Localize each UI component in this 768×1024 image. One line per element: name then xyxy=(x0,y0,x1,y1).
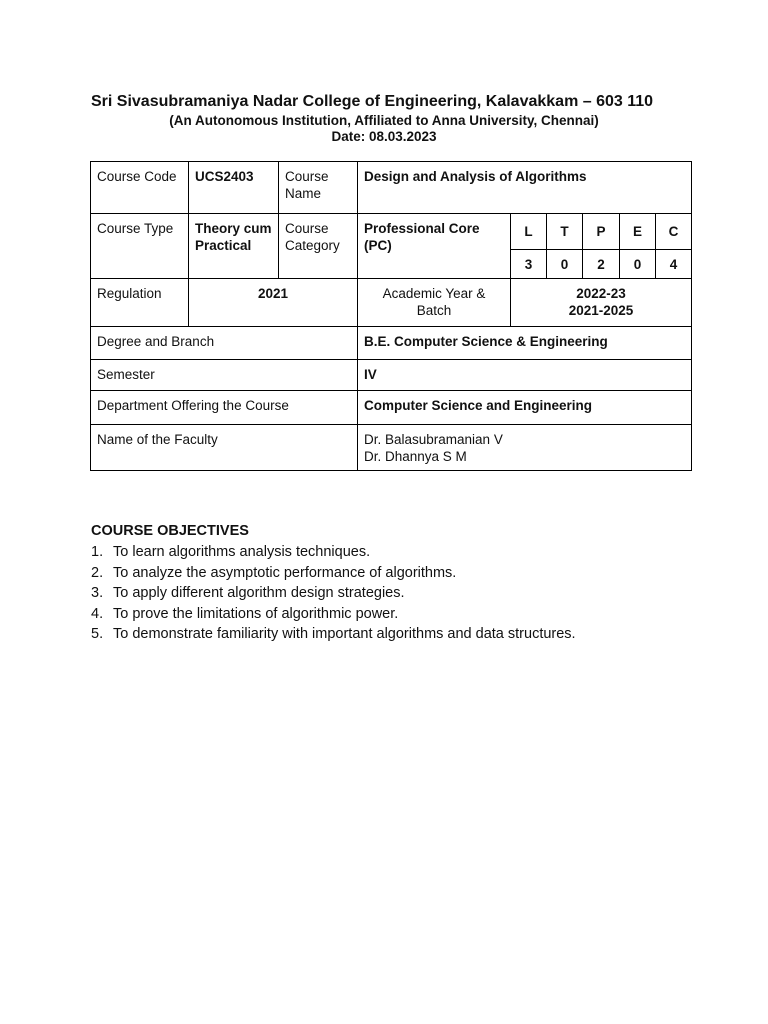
ltpec-header-p: P xyxy=(583,214,620,250)
faculty-name: Dr. Dhannya S M xyxy=(364,449,467,464)
list-item-text: To analyze the asymptotic performance of algorithms. xyxy=(113,564,457,581)
faculty-name: Dr. Balasubramanian V xyxy=(364,432,503,447)
list-item-text: To prove the limitations of algorithmic power. xyxy=(113,605,399,622)
list-item-number: 5. xyxy=(91,626,104,642)
course-category-label xyxy=(279,214,358,279)
semester-label: Semester xyxy=(91,360,358,391)
regulation: 2021 xyxy=(189,279,358,327)
semester: IV xyxy=(358,360,692,391)
course-name-label xyxy=(279,162,358,214)
table-row xyxy=(91,279,692,327)
academic-year: 2022-23 xyxy=(576,286,626,301)
objectives-title: COURSE OBJECTIVES xyxy=(91,523,249,539)
list-item-number: 1. xyxy=(91,544,104,560)
list-item xyxy=(91,604,711,625)
ltpec-value-l: 3 xyxy=(511,250,547,279)
college-subtitle: (An Autonomous Institution, Affiliated to Anna University, Chennai) xyxy=(169,113,599,128)
table-row xyxy=(91,360,692,391)
course-objectives xyxy=(91,523,711,645)
department-label: Department Offering the Course xyxy=(91,391,358,425)
list-item-number: 3. xyxy=(91,585,104,601)
faculty-label: Name of the Faculty xyxy=(91,425,358,471)
course-code-label: Course Code xyxy=(91,162,189,214)
academic-year-label-line: Batch xyxy=(416,303,452,318)
course-category-label-line: Category xyxy=(285,238,340,253)
table-row xyxy=(91,391,692,425)
department: Computer Science and Engineering xyxy=(358,391,692,425)
list-item-number: 2. xyxy=(91,564,104,581)
ltpec-header-t: T xyxy=(547,214,583,250)
course-category-line: Professional Core xyxy=(364,221,480,236)
faculty xyxy=(358,425,692,471)
course-category xyxy=(358,214,511,279)
list-item-text: To apply different algorithm design strategies. xyxy=(113,585,405,601)
table-row xyxy=(91,425,692,471)
list-item xyxy=(91,624,711,645)
course-code: UCS2403 xyxy=(189,162,279,214)
list-item-number: 4. xyxy=(91,605,104,622)
list-item xyxy=(91,542,711,563)
ltpec-value-t: 0 xyxy=(547,250,583,279)
document-date: Date: 08.03.2023 xyxy=(331,129,437,144)
table-row xyxy=(91,214,692,250)
degree: B.E. Computer Science & Engineering xyxy=(358,327,692,360)
ltpec-value-e: 0 xyxy=(620,250,656,279)
list-item xyxy=(91,583,711,604)
table-row xyxy=(91,327,692,360)
ltpec-header-l: L xyxy=(511,214,547,250)
course-name: Design and Analysis of Algorithms xyxy=(358,162,692,214)
course-info-table xyxy=(90,161,692,471)
course-category-line: (PC) xyxy=(364,238,392,253)
course-type-label: Course Type xyxy=(91,214,189,279)
course-type-line: Theory cum xyxy=(195,221,272,236)
academic-year-label xyxy=(358,279,511,327)
objectives-list xyxy=(91,542,711,645)
degree-label: Degree and Branch xyxy=(91,327,358,360)
ltpec-header-e: E xyxy=(620,214,656,250)
college-title: Sri Sivasubramaniya Nadar College of Engineering, Kalavakkam – 603 110 xyxy=(91,93,654,110)
list-item xyxy=(91,563,711,584)
list-item-text: To demonstrate familiarity with important algorithms and data structures. xyxy=(113,626,576,642)
academic-year-label-line: Academic Year & xyxy=(382,286,486,301)
regulation-label: Regulation xyxy=(91,279,189,327)
academic-year-batch xyxy=(511,279,692,327)
list-item-text: To learn algorithms analysis techniques. xyxy=(113,544,371,560)
ltpec-value-c: 4 xyxy=(656,250,692,279)
course-name-label-line: Name xyxy=(285,186,322,201)
ltpec-header-c: C xyxy=(656,214,692,250)
course-type xyxy=(189,214,279,279)
ltpec-value-p: 2 xyxy=(583,250,620,279)
course-type-line: Practical xyxy=(195,238,252,253)
course-category-label-line: Course xyxy=(285,221,329,236)
course-name-label-line: Course xyxy=(285,169,329,184)
table-row xyxy=(91,162,692,214)
batch: 2021-2025 xyxy=(568,303,634,318)
